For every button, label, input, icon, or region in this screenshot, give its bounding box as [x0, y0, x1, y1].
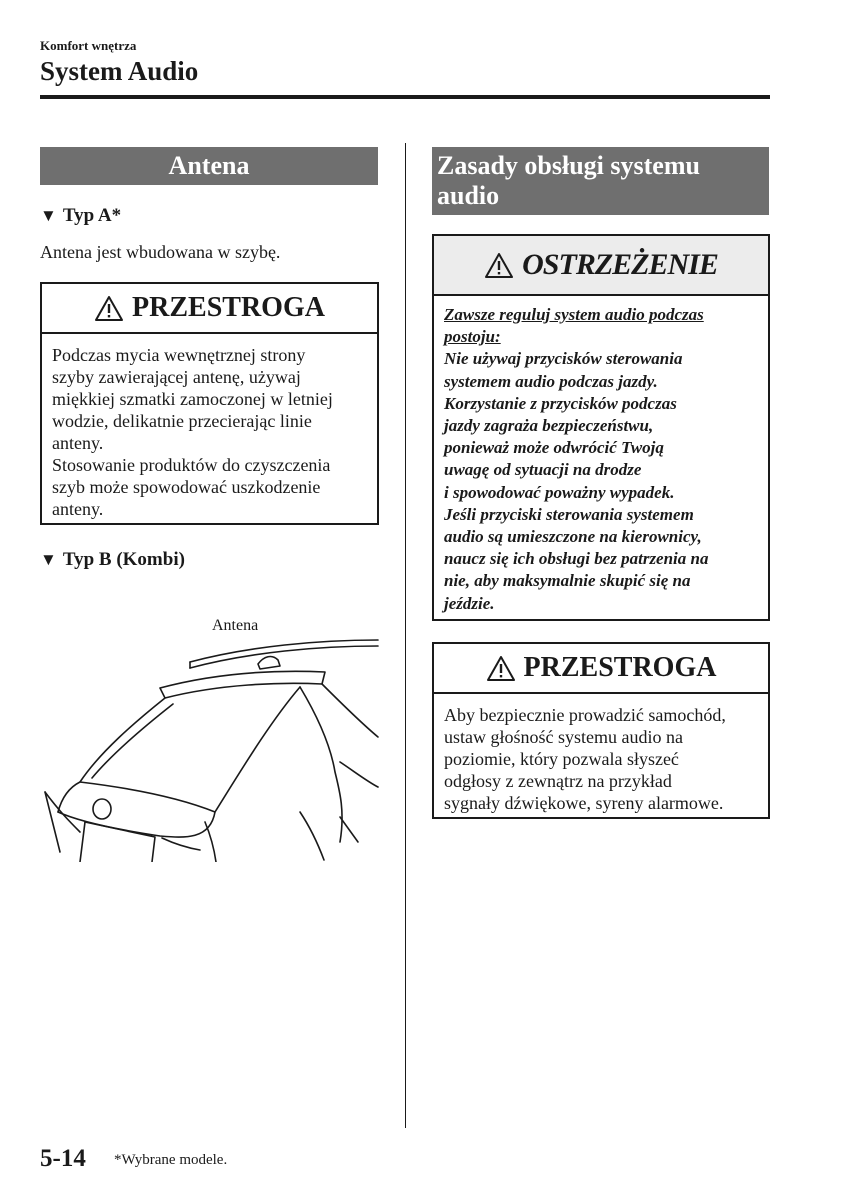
caution-title: PRZESTROGA [132, 292, 325, 323]
caution-body [42, 334, 377, 528]
warning-line: uwagę od sytuacji na drodze [444, 460, 642, 480]
warning-line: Korzystanie z przycisków podczas [444, 393, 677, 413]
warning-body [434, 296, 768, 623]
triangle-down-icon: ▼ [40, 206, 57, 225]
car-rear-antenna-illustration [40, 612, 380, 862]
page-title: System Audio [40, 56, 199, 86]
caution-line: Podczas mycia wewnętrznej strony [52, 345, 306, 365]
audio-rules-section-band [432, 147, 769, 215]
caution-line: Stosowanie produktów do czyszczenia [52, 455, 331, 475]
warning-triangle-icon [486, 655, 516, 682]
caution-line: odgłosy z zewnątrz na przykład [444, 771, 672, 791]
caution-line: anteny. [52, 433, 104, 453]
caution-title: PRZESTROGA [523, 652, 717, 683]
warning-triangle-icon [484, 252, 514, 279]
page-number: 5-14 [40, 1145, 86, 1172]
caution-header [42, 284, 377, 334]
warning-line: systemem audio podczas jazdy. [444, 371, 658, 391]
antena-section-band: Antena [40, 147, 378, 185]
caution-line: Aby bezpiecznie prowadzić samochód, [444, 705, 726, 725]
band-line: audio [437, 181, 500, 210]
title-rule [40, 95, 770, 99]
antenna-callout-label: Antena [212, 617, 259, 634]
caution-box-antenna [40, 282, 379, 525]
section-label: Komfort wnętrza [40, 38, 137, 53]
footnote: *Wybrane modele. [114, 1152, 228, 1168]
caution-line: szyb może spowodować uszkodzenie [52, 477, 321, 497]
typ-b-heading [40, 549, 185, 571]
typ-b-label: Typ B (Kombi) [62, 549, 185, 570]
warning-header [434, 236, 768, 296]
triangle-down-icon: ▼ [40, 550, 57, 569]
warning-line: jeździe. [444, 593, 495, 613]
warning-triangle-icon [94, 295, 124, 322]
warning-line: Jeśli przyciski sterowania systemem [444, 504, 694, 524]
caution-line: wodzie, delikatnie przecierając linie [52, 411, 312, 431]
warning-line: Zawsze reguluj system audio podczas [444, 305, 704, 324]
warning-line: Nie używaj przycisków sterowania [444, 349, 683, 369]
warning-line: ponieważ może odwrócić Twoją [444, 438, 664, 458]
typ-a-heading [40, 205, 121, 227]
warning-box [432, 234, 770, 621]
typ-a-text: Antena jest wbudowana w szybę. [40, 242, 281, 262]
caution-line: ustaw głośność systemu audio na [444, 727, 683, 747]
caution-line: sygnały dźwiękowe, syreny alarmowe. [444, 793, 724, 813]
caution-line: miękkiej szmatki zamoczonej w letniej [52, 389, 333, 409]
warning-line: audio są umieszczone na kierownicy, [444, 527, 702, 547]
warning-line: postoju: [444, 327, 501, 347]
caution-box-volume [432, 642, 770, 819]
warning-title: OSTRZEŻENIE [522, 248, 718, 281]
caution-line: poziomie, który pozwala słyszeć [444, 749, 679, 769]
column-divider [405, 143, 406, 1128]
caution-line: szyby zawierającej antenę, używaj [52, 367, 301, 387]
warning-line: jazdy zagraża bezpieczeństwu, [444, 416, 654, 436]
caution-header [434, 644, 768, 694]
warning-line: i spowodować poważny wypadek. [444, 482, 675, 502]
caution-body [434, 694, 768, 822]
band-line: Zasady obsługi systemu [437, 151, 700, 180]
typ-a-label: Typ A* [62, 205, 122, 226]
warning-line: nie, aby maksymalnie skupić się na [444, 571, 691, 591]
caution-line: anteny. [52, 499, 104, 519]
warning-line: naucz się ich obsługi bez patrzenia na [444, 549, 709, 569]
